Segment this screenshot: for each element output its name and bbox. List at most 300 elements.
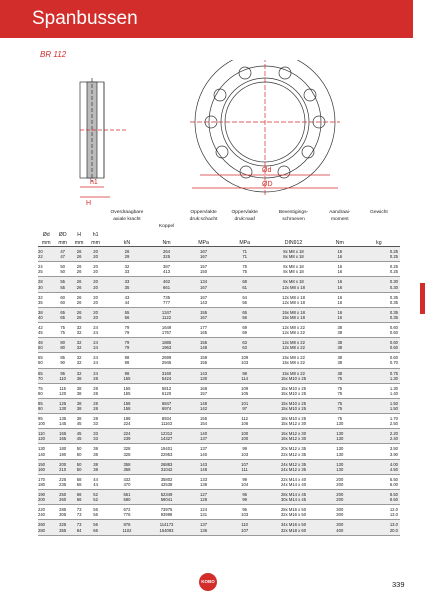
- table-cell: 38: [322, 368, 358, 376]
- header-cell: [224, 223, 265, 230]
- table-row-group: [38, 353, 400, 368]
- table-cell: 1963: [150, 345, 183, 353]
- header-cell: [150, 230, 183, 238]
- table-cell: 103: [224, 512, 265, 520]
- table-cell: 18x M10 x 25: [280, 416, 307, 422]
- table-cell: 98: [104, 360, 150, 368]
- table-cell: 38: [87, 467, 103, 475]
- table-cell: 97: [224, 406, 265, 414]
- header-cell: [71, 209, 87, 216]
- table-cell: 75: [337, 416, 343, 422]
- table-cell: 135: [59, 416, 67, 422]
- table-cell: 28: [38, 277, 54, 285]
- header-cell: axiale kracht: [113, 217, 141, 222]
- table-cell: 24: [87, 345, 103, 353]
- table-cell: 33: [104, 277, 150, 285]
- table-cell: 32x M16 x 50: [265, 512, 322, 520]
- table-row-group: [38, 429, 400, 444]
- table-cell: 71: [224, 254, 265, 262]
- table-cell: 38: [87, 452, 103, 460]
- table-row: [38, 436, 400, 444]
- table-cell: 224: [104, 421, 150, 429]
- table-cell: 26: [71, 284, 87, 292]
- table-cell: 75: [54, 330, 70, 338]
- dim-label-D: ØD: [262, 181, 273, 188]
- table-cell: 150: [38, 459, 54, 467]
- table-row: [38, 474, 400, 482]
- table-cell: 45: [71, 421, 87, 429]
- table-cell: 15x M10 x 25: [280, 385, 307, 391]
- header-cell: [87, 209, 103, 216]
- table-cell: 15x M8 x 22: [282, 355, 305, 361]
- table-cell: 328: [123, 446, 131, 452]
- header-cell: [358, 230, 400, 238]
- table-cell: 28: [93, 385, 98, 391]
- table-cell: 2.40: [358, 436, 400, 444]
- table-cell: 4.00: [358, 459, 400, 467]
- table-cell: 358: [104, 467, 150, 475]
- table-cell: 1.30: [358, 376, 400, 384]
- table-cell: 12x M8 x 22: [265, 345, 322, 353]
- table-cell: 167: [183, 247, 224, 255]
- table-cell: 224: [104, 429, 150, 437]
- table-cell: 158: [104, 398, 150, 406]
- table-cell: 0.75: [358, 368, 400, 376]
- table-cell: 26: [71, 247, 87, 255]
- table-cell: 16: [322, 269, 358, 277]
- header-row-mid: [38, 216, 400, 223]
- table-cell: 15x M8 x 22: [265, 360, 322, 368]
- table-cell: 0.35: [389, 294, 398, 300]
- table-cell: 8.50: [358, 490, 400, 498]
- table-cell: 325: [54, 520, 70, 528]
- table-cell: 75: [224, 269, 265, 277]
- header-cell: [322, 223, 358, 230]
- header-cell: moment: [330, 217, 349, 222]
- table-cell: 38: [38, 307, 54, 315]
- table-cell: 38: [93, 446, 98, 452]
- table-cell: 12x M8 x 22: [282, 324, 305, 330]
- table-cell: 8x M8 x 18: [265, 269, 322, 277]
- table-cell: 65: [38, 368, 54, 376]
- table-cell: 24x M12 x 35: [265, 459, 322, 467]
- table-cell: 56: [87, 520, 103, 528]
- table-cell: 143: [183, 459, 224, 467]
- table-row: [38, 383, 400, 391]
- table-cell: 104: [224, 482, 265, 490]
- table-cell: 5812: [161, 385, 172, 391]
- table-cell: 22x M12 x 35: [265, 452, 322, 460]
- table-cell: 250: [54, 490, 70, 498]
- table-cell: 95: [242, 507, 247, 513]
- table-cell: 2699: [161, 355, 172, 361]
- table-cell: 0.35: [358, 307, 400, 315]
- table-cell: 5424: [150, 376, 183, 384]
- unit-cell: kg: [358, 238, 400, 247]
- header-cell: [150, 209, 183, 216]
- table-cell: 26: [71, 300, 87, 308]
- table-cell: 45: [71, 436, 87, 444]
- bolt-hole: [278, 166, 290, 178]
- header-cell: H: [77, 232, 81, 238]
- table-cell: 413: [150, 269, 183, 277]
- table-row-group: [38, 307, 400, 322]
- table-cell: 177: [200, 324, 208, 330]
- table-cell: 16: [322, 307, 358, 315]
- table-cell: 32x M18 x 60: [265, 527, 322, 535]
- table-cell: 47: [54, 247, 70, 255]
- table-cell: 20: [93, 264, 98, 270]
- table-cell: 1122: [150, 315, 183, 323]
- table-cell: 20: [87, 269, 103, 277]
- table-cell: 300: [322, 512, 358, 520]
- table-cell: 130: [322, 421, 358, 429]
- table-cell: 38: [322, 345, 358, 353]
- table-cell: 32: [38, 294, 43, 300]
- table-cell: 134: [183, 277, 224, 285]
- table-cell: 106: [224, 421, 265, 429]
- table-row: [38, 376, 400, 384]
- table-cell: 34x M16 x 50: [265, 520, 322, 528]
- table-cell: 138: [183, 482, 224, 490]
- table-cell: 115: [59, 385, 67, 391]
- table-cell: 239: [104, 436, 150, 444]
- table-row-group: [38, 368, 400, 383]
- table-cell: 109: [241, 385, 249, 391]
- table-cell: 22: [38, 254, 54, 262]
- table-cell: 16: [337, 264, 343, 270]
- table-cell: 24: [87, 330, 103, 338]
- table-cell: 20: [87, 300, 103, 308]
- table-cell: 60: [38, 360, 54, 368]
- table-cell: 61: [224, 284, 265, 292]
- header-cell: ØD: [58, 232, 67, 238]
- table-cell: 52: [87, 490, 103, 498]
- table-cell: 114173: [150, 520, 183, 528]
- bolt-hole: [239, 67, 251, 79]
- table-cell: 33: [87, 436, 103, 444]
- table-cell: 32: [71, 345, 87, 353]
- table-cell: 145: [54, 421, 70, 429]
- table-cell: 59041: [150, 497, 183, 505]
- table-cell: 140: [183, 429, 224, 437]
- table-cell: 75: [38, 385, 43, 391]
- table-cell: 0.35: [358, 300, 400, 308]
- header-cell: Ød: [42, 232, 50, 238]
- header-cell: Bevestigings-: [278, 210, 309, 215]
- table-cell: 38: [76, 416, 82, 422]
- table-cell: 0.25: [358, 254, 400, 262]
- table-cell: 8x M8 x 18: [283, 264, 304, 270]
- table-cell: 99: [242, 446, 247, 452]
- table-cell: 35: [38, 300, 54, 308]
- page-number: 339: [392, 580, 405, 589]
- dim-label-H: H: [86, 200, 92, 207]
- table-cell: 20: [87, 247, 103, 255]
- header-cell: [322, 230, 358, 238]
- table-cell: 24: [87, 360, 103, 368]
- table-cell: 225: [59, 476, 67, 482]
- table-cell: 188: [123, 416, 131, 422]
- table-cell: 148: [183, 467, 224, 475]
- table-cell: 85: [38, 398, 54, 406]
- table-cell: 111: [224, 467, 265, 475]
- table-cell: 551: [104, 490, 150, 498]
- table-cell: 120: [38, 436, 54, 444]
- table-row-group: [38, 262, 400, 277]
- table-cell: 200: [336, 476, 344, 482]
- table-cell: 130: [322, 452, 358, 460]
- table-cell: 112: [241, 416, 249, 422]
- table-cell: 110: [54, 376, 70, 384]
- table-cell: 15x M8 x 18: [265, 315, 322, 323]
- table-cell: 28: [87, 398, 103, 406]
- table-cell: 30x M14 x 45: [265, 497, 322, 505]
- table-cell: 155: [104, 391, 150, 399]
- table-cell: 56: [87, 512, 103, 520]
- table-cell: 1.50: [358, 398, 400, 406]
- table-cell: 300: [322, 520, 358, 528]
- table-cell: 63: [224, 338, 265, 346]
- table-cell: 285: [59, 507, 67, 513]
- table-cell: 167: [183, 315, 224, 323]
- table-cell: 69: [224, 330, 265, 338]
- table-cell: 16: [322, 254, 358, 262]
- table-cell: 1.40: [358, 391, 400, 399]
- table-cell: 32: [76, 355, 82, 361]
- table-cell: 25: [38, 269, 54, 277]
- table-row: [38, 360, 400, 368]
- table-cell: 56: [224, 315, 265, 323]
- table-cell: 158: [104, 406, 150, 414]
- table-cell: 15x M12 x 30: [265, 421, 322, 429]
- table-cell: 1347: [150, 307, 183, 315]
- table-cell: 32: [71, 330, 87, 338]
- table-cell: 16: [322, 315, 358, 323]
- table-cell: 38: [337, 324, 343, 330]
- table-cell: 40: [38, 315, 54, 323]
- table-cell: 95: [38, 416, 43, 422]
- table-cell: 8x M8 x 18: [265, 277, 322, 285]
- table-cell: 305: [54, 512, 70, 520]
- table-row: [38, 322, 400, 330]
- table-cell: 130: [322, 429, 358, 437]
- table-cell: 1.50: [358, 406, 400, 414]
- table-row: [38, 345, 400, 353]
- header-cell: druk:naaf: [234, 217, 255, 222]
- table-cell: 26: [76, 264, 82, 270]
- table-cell: 12.0: [389, 507, 398, 513]
- table-cell: 75: [322, 376, 358, 384]
- header-cell: [71, 223, 87, 230]
- table-cell: 101: [224, 398, 265, 406]
- table-cell: 16: [322, 300, 358, 308]
- unit-cell: MPa: [224, 238, 265, 247]
- table-cell: 56: [224, 300, 265, 308]
- table-cell: 15x M8 x 18: [265, 307, 322, 315]
- table-cell: 11163: [150, 421, 183, 429]
- table-cell: 325: [150, 254, 183, 262]
- table-row: [38, 338, 400, 346]
- table-cell: 114: [224, 376, 265, 384]
- table-cell: 65: [54, 315, 70, 323]
- table-cell: 432: [123, 476, 131, 482]
- table-cell: 24x M14 x 40: [265, 482, 322, 490]
- table-cell: 15x M12 x 30: [265, 429, 322, 437]
- table-cell: 165: [183, 330, 224, 338]
- table-cell: 16: [337, 294, 343, 300]
- table-cell: 28: [87, 406, 103, 414]
- table-cell: 128: [183, 497, 224, 505]
- table-cell: 124: [200, 507, 208, 513]
- header-row-symbols: [38, 230, 400, 238]
- table-cell: 98: [104, 368, 150, 376]
- table-cell: 28: [87, 376, 103, 384]
- table-cell: 69: [242, 324, 247, 330]
- table-cell: 32: [71, 338, 87, 346]
- table-cell: 12x M8 x 18: [265, 300, 322, 308]
- table-cell: 75: [322, 391, 358, 399]
- header-cell: [87, 216, 103, 223]
- table-row-group: [38, 383, 400, 398]
- table-cell: 1102: [104, 527, 150, 535]
- table-cell: 160: [38, 467, 54, 475]
- table-cell: 0.60: [358, 330, 400, 338]
- unit-cell: mm: [38, 238, 54, 247]
- table-cell: 38: [337, 355, 343, 361]
- table-cell: 47: [54, 254, 70, 262]
- table-cell: 180: [59, 446, 67, 452]
- bolt-hole: [240, 166, 252, 178]
- table-cell: 3.50: [389, 446, 398, 452]
- table-cell: 8x M8 x 18: [265, 254, 322, 262]
- unit-cell: Nm: [322, 238, 358, 247]
- table-cell: 73: [71, 520, 87, 528]
- table-row-group: [38, 474, 400, 489]
- table-cell: 155: [123, 385, 131, 391]
- table-cell: 70: [38, 376, 54, 384]
- table-row: [38, 330, 400, 338]
- table-cell: 400: [322, 527, 358, 535]
- header-cell: druk:schacht: [189, 217, 218, 222]
- table-cell: 12x M8 x 22: [265, 338, 322, 346]
- table-row: [38, 512, 400, 520]
- table-cell: 200: [322, 482, 358, 490]
- table-cell: 38: [322, 330, 358, 338]
- table-cell: 12x M8 x 18: [282, 294, 305, 300]
- series-label: BR 112: [40, 50, 67, 59]
- table-cell: 103: [224, 360, 265, 368]
- table-cell: 0.25: [358, 269, 400, 277]
- table-cell: 200: [54, 459, 70, 467]
- table-cell: 200: [38, 497, 54, 505]
- table-cell: 79: [104, 330, 150, 338]
- table-cell: 12x M8 x 18: [265, 284, 322, 292]
- table-cell: 12x M8 x 22: [265, 330, 322, 338]
- table-cell: 6974: [150, 406, 183, 414]
- table-cell: 154093: [150, 527, 183, 535]
- table-cell: 1649: [161, 324, 172, 330]
- table-cell: 33: [87, 429, 103, 437]
- table-cell: 19401: [160, 446, 173, 452]
- table-cell: 99: [242, 476, 247, 482]
- table-cell: 98: [224, 368, 265, 376]
- table-cell: 26: [71, 307, 87, 315]
- table-row-group: [38, 247, 400, 262]
- table-cell: 75: [242, 264, 247, 270]
- table-cell: 28: [93, 416, 98, 422]
- table-cell: 8.50: [358, 497, 400, 505]
- table-cell: 58: [71, 482, 87, 490]
- table-cell: 155: [183, 307, 224, 315]
- table-cell: 120: [54, 391, 70, 399]
- table-cell: 133: [200, 476, 208, 482]
- table-cell: 15x M10 x 25: [265, 391, 322, 399]
- table-cell: 148: [183, 345, 224, 353]
- table-cell: 80: [54, 345, 70, 353]
- table-cell: 26: [76, 294, 82, 300]
- table-cell: 79: [104, 345, 150, 353]
- table-cell: 38: [322, 360, 358, 368]
- table-cell: 155: [200, 416, 208, 422]
- table-cell: 1.70: [389, 416, 398, 422]
- header-cell: [183, 230, 224, 238]
- table-row: [38, 520, 400, 528]
- table-row: [38, 247, 400, 255]
- table-row: [38, 452, 400, 460]
- header-cell: [38, 216, 54, 223]
- table-cell: 45: [38, 330, 54, 338]
- table-cell: 155: [183, 338, 224, 346]
- table-cell: 50: [71, 452, 87, 460]
- table-cell: 20: [87, 254, 103, 262]
- table-cell: 38: [322, 338, 358, 346]
- table-cell: 95: [224, 490, 265, 498]
- table-cell: 2.20: [358, 429, 400, 437]
- table-cell: 130: [38, 446, 45, 452]
- table-cell: 50: [71, 467, 87, 475]
- table-cell: 190: [38, 490, 54, 498]
- table-cell: 80: [54, 338, 70, 346]
- table-cell: 16: [322, 284, 358, 292]
- unit-cell: mm: [54, 238, 70, 247]
- table-cell: 16: [322, 277, 358, 285]
- dim-label-h1: h1: [90, 179, 98, 186]
- table-cell: 180: [38, 482, 54, 490]
- table-row: [38, 490, 400, 498]
- table-cell: 31042: [150, 467, 183, 475]
- table-cell: 0.60: [389, 324, 398, 330]
- table-cell: 159: [200, 355, 208, 361]
- header-cell: schroeven: [282, 217, 305, 222]
- table-cell: 0.60: [358, 338, 400, 346]
- table-cell: 20x M12 x 35: [280, 446, 307, 452]
- table-cell: 777: [150, 300, 183, 308]
- table-cell: 220: [38, 507, 45, 513]
- table-row: [38, 284, 400, 292]
- table-cell: 150: [183, 269, 224, 277]
- table-cell: 155: [104, 376, 150, 384]
- table-cell: 52: [87, 497, 103, 505]
- table-cell: 50: [71, 459, 87, 467]
- table-cell: 0.60: [358, 345, 400, 353]
- table-cell: 26883: [150, 459, 183, 467]
- header-cell: [87, 223, 103, 230]
- table-cell: 95: [54, 368, 70, 376]
- table-cell: 60: [54, 300, 70, 308]
- table-row: [38, 254, 400, 262]
- table-cell: 130: [54, 406, 70, 414]
